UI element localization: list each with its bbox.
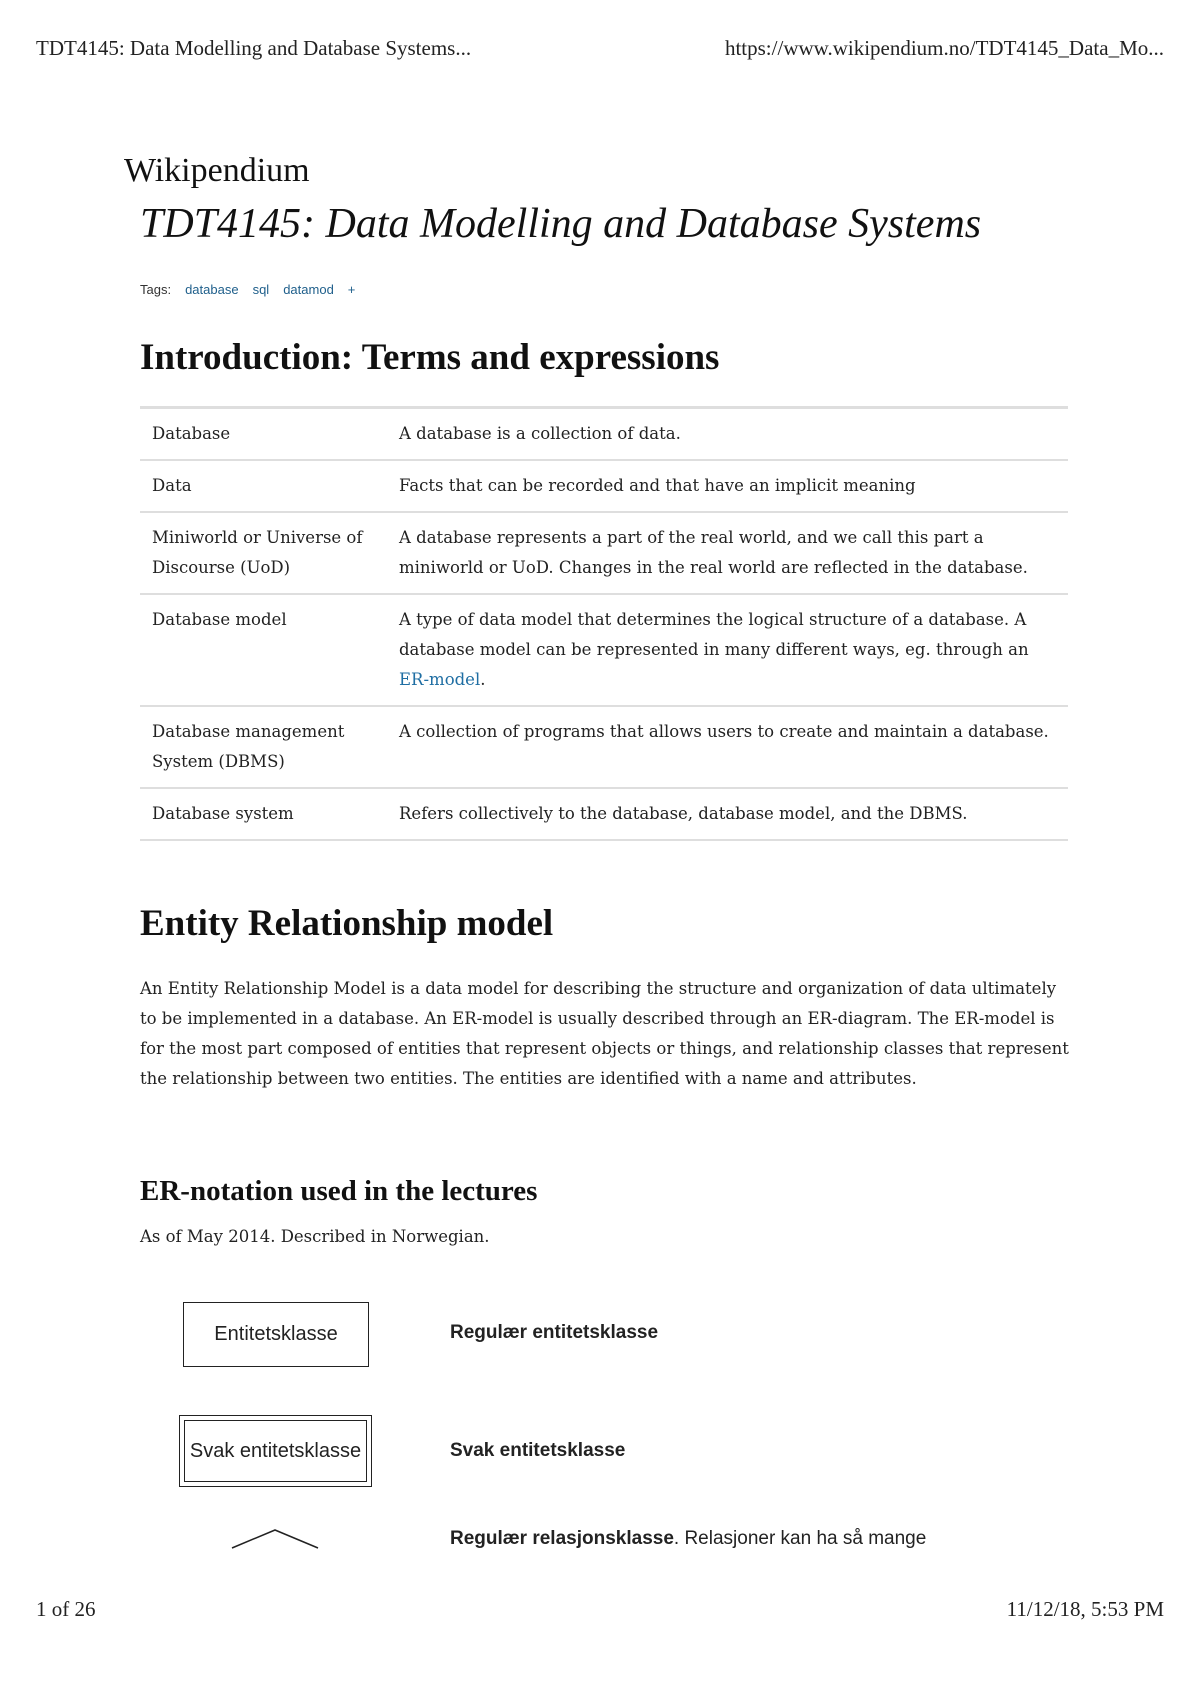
definition-cell: A database represents a part of the real world, and we call this part a miniworld or UoD. Changes in the real world are reflected in the database. xyxy=(387,512,1068,594)
legend-label xyxy=(450,1322,658,1344)
term-cell: Data xyxy=(140,460,387,512)
term-cell: Database system xyxy=(140,788,387,840)
tags-label: Tags: xyxy=(140,282,172,297)
term-cell: Miniworld or Universe of Discourse (UoD) xyxy=(140,512,387,594)
page-title: TDT4145: Data Modelling and Database Systems xyxy=(140,201,982,247)
term-cell: Database xyxy=(140,408,387,461)
legend-label xyxy=(450,1440,625,1462)
definition-text-end: . xyxy=(480,670,486,689)
section-heading-er-model: Entity Relationship model xyxy=(140,903,554,944)
print-header xyxy=(36,36,1164,61)
print-footer xyxy=(36,1597,1164,1622)
table-row xyxy=(140,706,1068,788)
tag-list xyxy=(140,282,355,297)
definition-text: A type of data model that determines the logical structure of a database. A database model can be represented in many different ways, eg. through an xyxy=(399,610,1029,659)
site-brand[interactable]: Wikipendium xyxy=(124,152,310,189)
section-heading-intro: Introduction: Terms and expressions xyxy=(140,337,720,378)
legend-label xyxy=(450,1528,926,1550)
definition-cell: Refers collectively to the database, database model, and the DBMS. xyxy=(387,788,1068,840)
print-header-url: https://www.wikipendium.no/TDT4145_Data_Mo... xyxy=(724,36,1164,60)
legend-label-bold: Regulær entitetsklasse xyxy=(450,1322,659,1343)
notation-subtitle: As of May 2014. Described in Norwegian. xyxy=(140,1227,490,1246)
legend-label-rest: . Relasjoner kan ha så mange xyxy=(673,1528,927,1549)
definition-cell xyxy=(387,594,1068,706)
definition-cell: A collection of programs that allows users to create and maintain a database. xyxy=(387,706,1068,788)
er-model-link[interactable]: ER-model xyxy=(399,670,481,689)
print-header-title: TDT4145: Data Modelling and Database Systems... xyxy=(36,36,472,60)
regular-entity-symbol: Entitetsklasse xyxy=(183,1302,369,1367)
er-model-paragraph: An Entity Relationship Model is a data model for describing the structure and organization of data ultimately to be implemented in a database. An ER-model is usually described through an ER-diagram. The ER-model is for the most part composed of entities that represent objects or things, and relationship classes that represent the relationship between two entities. The entities are identified with a name and attributes. xyxy=(140,979,1069,1088)
definition-cell: Facts that can be recorded and that have an implicit meaning xyxy=(387,460,1068,512)
relationship-diamond-symbol xyxy=(230,1528,320,1550)
tag-sql[interactable]: sql xyxy=(252,282,270,297)
print-timestamp: 11/12/18, 5:53 PM xyxy=(1006,1597,1164,1621)
table-row xyxy=(140,408,1068,461)
weak-entity-symbol-label: Svak entitetsklasse xyxy=(184,1420,367,1482)
tag-datamod[interactable]: datamod xyxy=(283,282,334,297)
weak-entity-symbol xyxy=(179,1415,372,1487)
page-counter: 1 of 26 xyxy=(36,1597,96,1621)
table-row xyxy=(140,460,1068,512)
add-tag-button[interactable]: + xyxy=(347,282,356,297)
term-cell: Database model xyxy=(140,594,387,706)
definition-cell: A database is a collection of data. xyxy=(387,408,1068,461)
term-cell: Database management System (DBMS) xyxy=(140,706,387,788)
table-row xyxy=(140,594,1068,706)
section-heading-notation: ER-notation used in the lectures xyxy=(140,1175,538,1207)
legend-label-bold: Svak entitetsklasse xyxy=(450,1440,626,1461)
table-row xyxy=(140,788,1068,840)
tag-database[interactable]: database xyxy=(185,282,239,297)
table-row xyxy=(140,512,1068,594)
legend-label-bold: Regulær relasjonsklasse xyxy=(450,1528,674,1549)
terms-table xyxy=(140,406,1068,841)
